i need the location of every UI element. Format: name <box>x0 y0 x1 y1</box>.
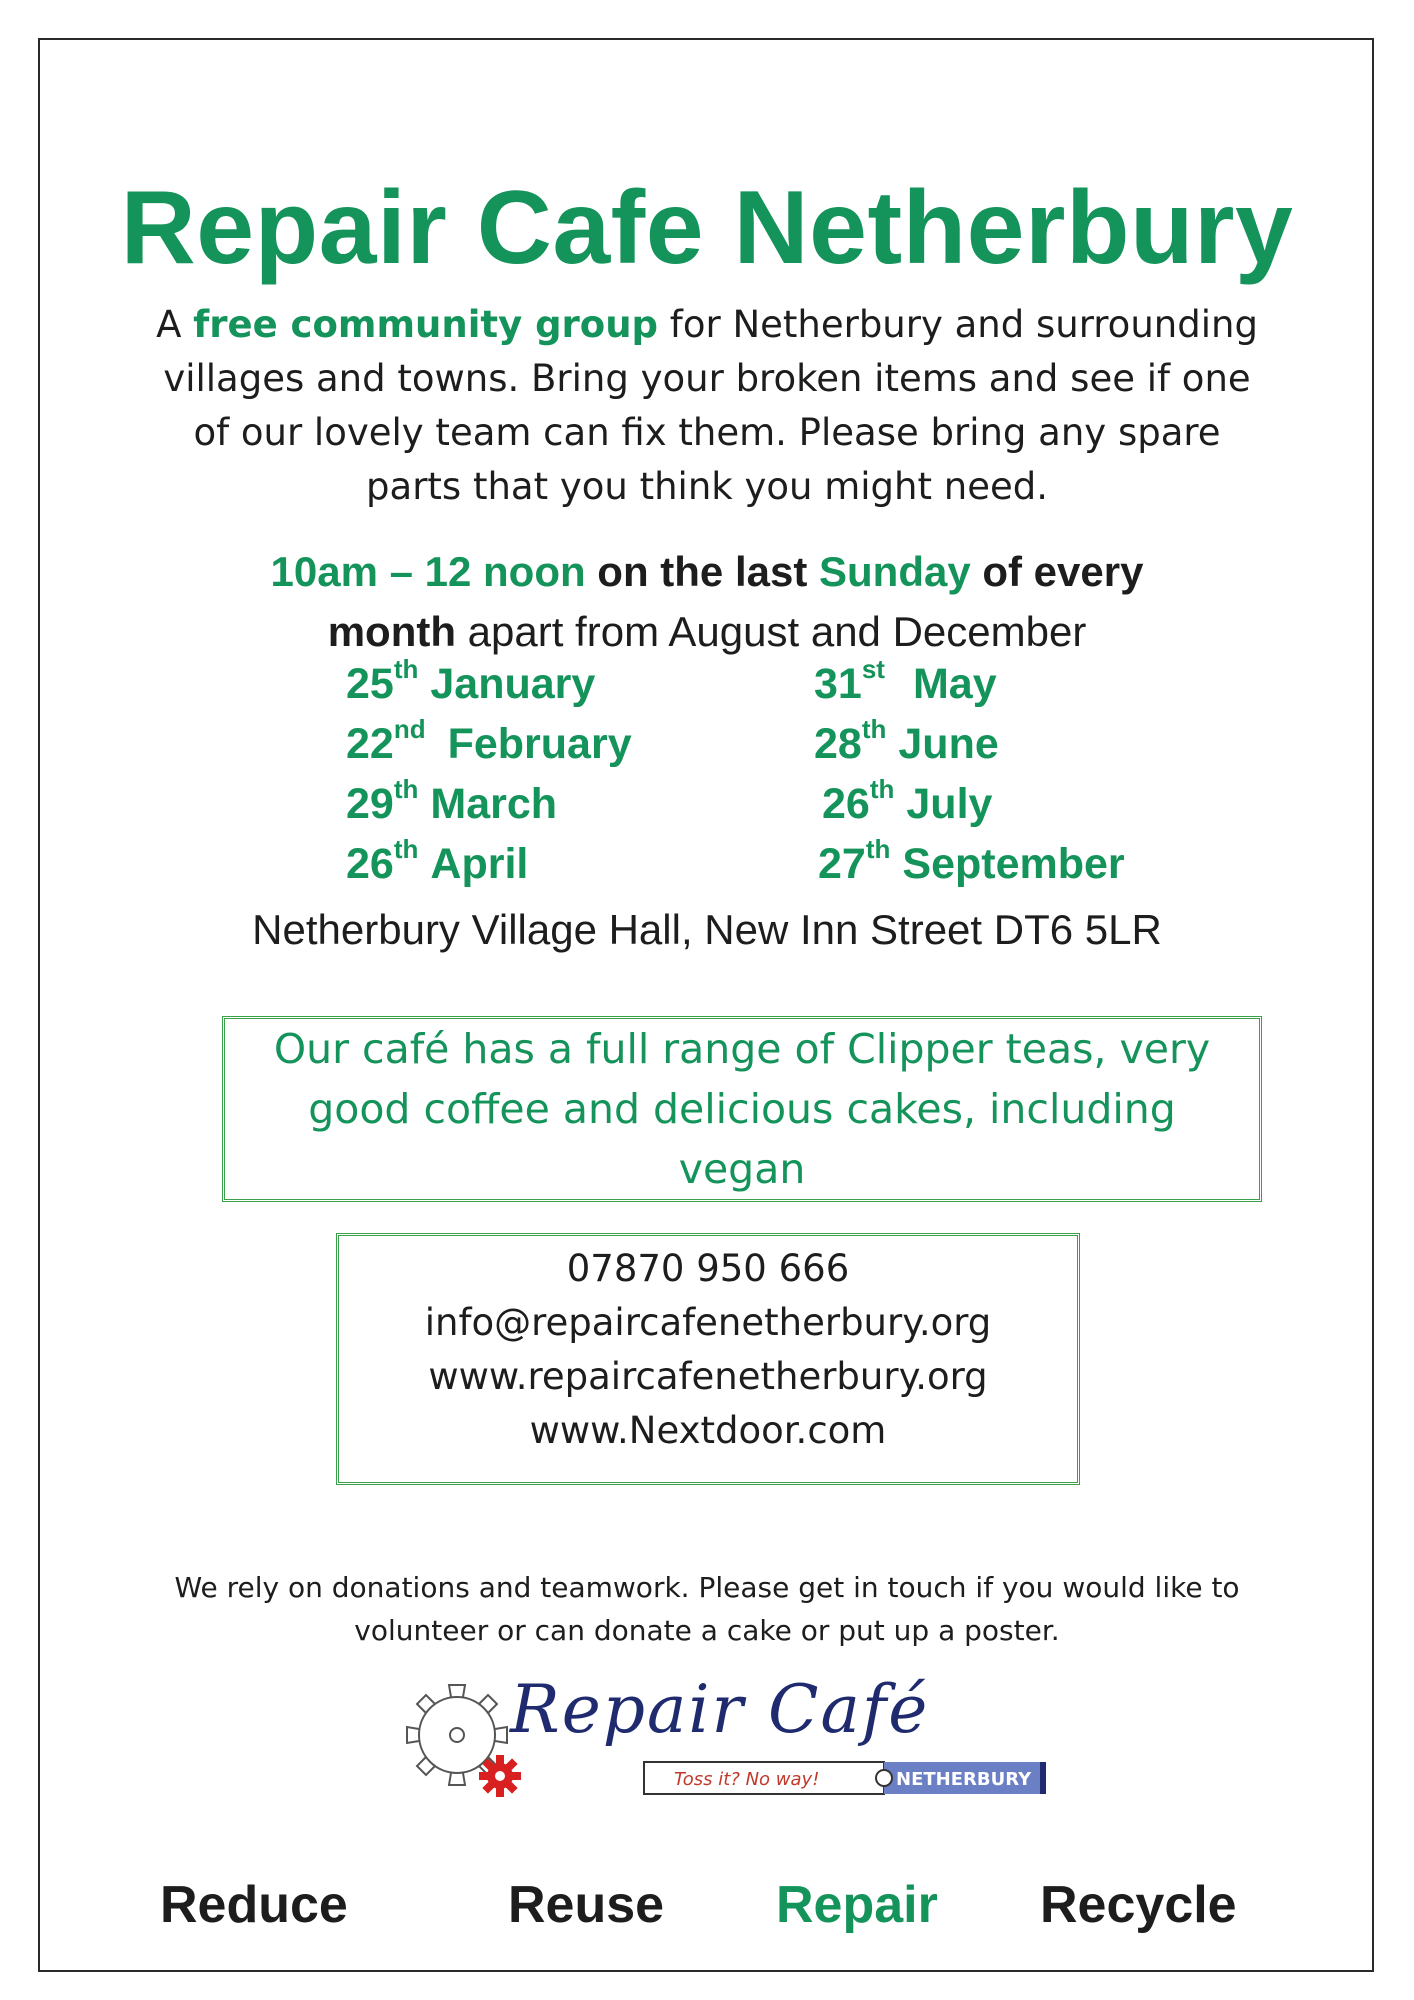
footer-recycle: Recycle <box>1040 1876 1237 1934</box>
schedule-day: Sunday <box>819 548 971 595</box>
venue-address: Netherbury Village Hall, New Inn Street DT6 5LR <box>252 906 1162 953</box>
schedule-time: 10am – 12 noon <box>270 548 586 595</box>
intro-rest: for Netherbury and surrounding villages and towns. Bring your broken items and see if one of our lovely team can fix them. Please bring any spare parts that you think you might need. <box>163 303 1258 508</box>
intro-lead: A <box>156 303 194 346</box>
nextdoor-link[interactable]: www.Nextdoor.com <box>529 1409 887 1452</box>
toggle-knob-icon <box>876 1770 892 1786</box>
date-item: 29th March <box>346 774 558 828</box>
contact-box <box>336 1233 1080 1485</box>
donation-note: We rely on donations and teamwork. Please get in touch if you would like to volunteer or can donate a cake or put up a poster. <box>174 1571 1240 1647</box>
schedule-exception: apart from August and December <box>455 608 1087 655</box>
footer-slogan <box>0 1870 1414 1940</box>
red-gear-icon <box>479 1755 521 1797</box>
cafe-info-box <box>222 1016 1262 1202</box>
cafe-text: Our café has a full range of Clipper teas, very good coffee and delicious cakes, including vegan <box>273 1025 1211 1193</box>
repair-cafe-logo <box>400 1660 1060 1810</box>
schedule-of-every: of every <box>970 548 1144 595</box>
date-item: 28th June <box>814 714 999 768</box>
date-item: 31st May <box>814 654 997 708</box>
date-item: 26th April <box>346 834 529 888</box>
email-link[interactable]: info@repaircafenetherbury.org <box>424 1301 992 1344</box>
schedule-text <box>130 542 1284 662</box>
logo-location: NETHERBURY <box>896 1769 1032 1790</box>
date-item: 26th July <box>822 774 993 828</box>
date-item: 22nd February <box>346 714 632 768</box>
schedule-month: month <box>327 608 456 655</box>
intro-highlight: free community group <box>193 303 659 346</box>
footer-reuse: Reuse <box>508 1876 665 1934</box>
schedule-on-the-last: on the last <box>585 548 819 595</box>
intro-paragraph <box>150 298 1264 514</box>
footer-repair: Repair <box>776 1876 938 1934</box>
date-item: 27th September <box>818 834 1125 888</box>
date-list <box>0 654 1414 904</box>
logo-tagline: Toss it? No way! <box>674 1769 820 1790</box>
page-title: Repair Cafe Netherbury <box>120 170 1294 286</box>
logo-wordmark: Repair Café <box>510 1671 930 1748</box>
location-edge <box>1040 1762 1046 1794</box>
footer-reduce: Reduce <box>160 1876 348 1934</box>
phone-number: 07870 950 666 <box>566 1247 850 1290</box>
website-link[interactable]: www.repaircafenetherbury.org <box>428 1355 988 1398</box>
date-item: 25th January <box>346 654 596 708</box>
